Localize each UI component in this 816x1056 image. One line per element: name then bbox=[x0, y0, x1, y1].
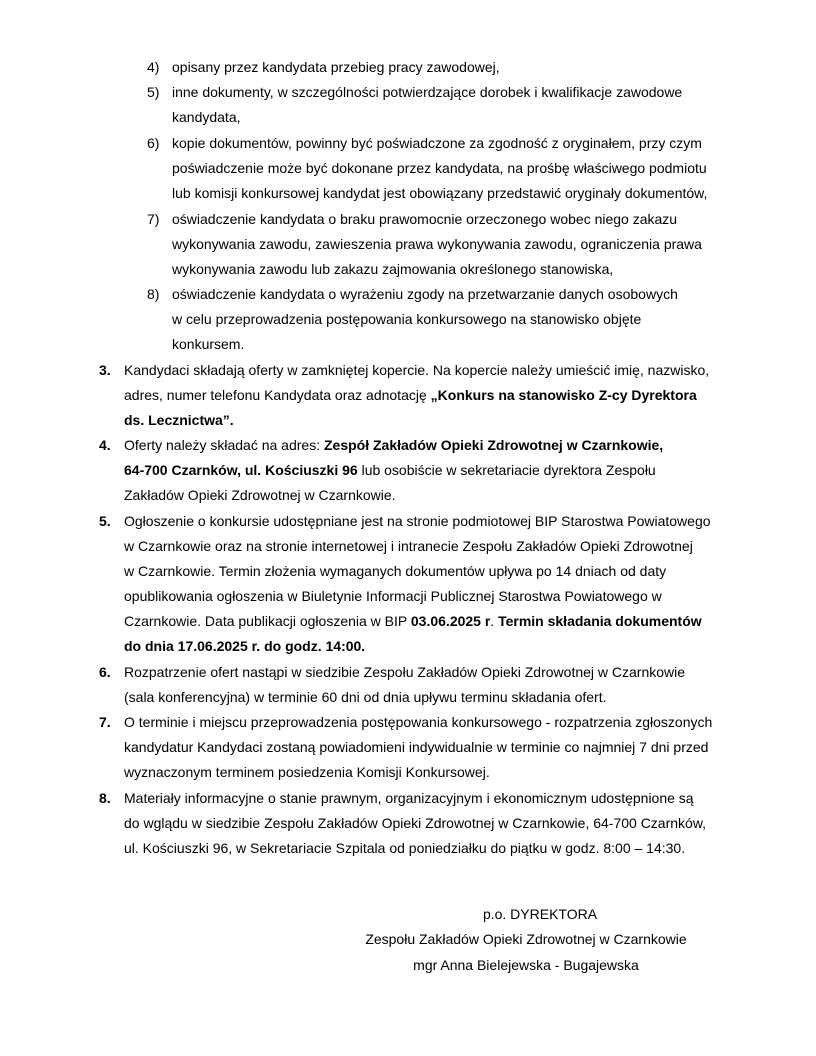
subitem-text: konkursem. bbox=[172, 336, 245, 352]
signature-name: mgr Anna Bielejewska - Bugajewska bbox=[413, 957, 639, 973]
item-text: wyznaczonym terminem posiedzenia Komisji Konkursowej. bbox=[124, 764, 490, 780]
subitem-number: 5) bbox=[147, 84, 160, 100]
item-text: 64-700 Czarnków, ul. Kościuszki 96 lub osobiście w sekretariacie dyrektora Zespołu bbox=[124, 462, 656, 478]
subitem-text: lub komisji konkursowej kandydat jest obowiązany przedstawić oryginały dokumentów, bbox=[172, 185, 708, 201]
subitem-text: oświadczenie kandydata o braku prawomocnie orzeczonego wobec niego zakazu bbox=[172, 211, 678, 227]
bold-annotation: „Konkurs na stanowisko Z-cy Dyrektora bbox=[430, 387, 697, 403]
item-text: Materiały informacyjne o stanie prawnym, organizacyjnym i ekonomicznym udostępnione są bbox=[124, 790, 694, 806]
subitem-text: opisany przez kandydata przebieg pracy zawodowej, bbox=[172, 59, 500, 75]
item-text: adres, numer telefonu Kandydata oraz adnotację „Konkurs na stanowisko Z-cy Dyrektora bbox=[124, 387, 697, 403]
item-text: ul. Kościuszki 96, w Sekretariacie Szpitala od poniedziałku do piątku w godz. 8:00 – 14:30. bbox=[124, 840, 686, 856]
item-number: 7. bbox=[99, 714, 111, 730]
deadline-text: do dnia 17.06.2025 r. do godz. 14:00. bbox=[124, 638, 366, 654]
signature-organization: Zespołu Zakładów Opieki Zdrowotnej w Czarnkowie bbox=[365, 931, 687, 947]
subitem-text: wykonywania zawodu, zawieszenia prawa wykonywania zawodu, ograniczenia prawa bbox=[172, 236, 702, 252]
subitem-text: inne dokumenty, w szczególności potwierdzające dorobek i kwalifikacje zawodowe bbox=[172, 84, 683, 100]
bold-address: 64-700 Czarnków, ul. Kościuszki 96 bbox=[124, 462, 358, 478]
item-text: Kandydaci składają oferty w zamkniętej kopercie. Na kopercie należy umieścić imię, nazwisko, bbox=[124, 362, 710, 378]
signature-title: p.o. DYREKTORA bbox=[482, 906, 598, 922]
item-text: ds. Lecznictwa”. bbox=[124, 412, 234, 428]
item-text: Ogłoszenie o konkursie udostępniane jest na stronie podmiotowej BIP Starostwa Powiatowego bbox=[124, 513, 711, 529]
subitem-text: wykonywania zawodu lub zakazu zajmowania określonego stanowiska, bbox=[172, 261, 614, 277]
item-text: w Czarnkowie oraz na stronie internetowej i intranecie Zespołu Zakładów Opieki Zdrowotnej bbox=[124, 538, 693, 554]
subitem-text: w celu przeprowadzenia postępowania konkursowego na stanowisko objęte bbox=[172, 311, 642, 327]
subitem-text: oświadczenie kandydata o wyrażeniu zgody na przetwarzanie danych osobowych bbox=[172, 286, 678, 302]
item-text: do wglądu w siedzibie Zespołu Zakładów Opieki Zdrowotnej w Czarnkowie, 64-700 Czarnków, bbox=[124, 815, 707, 831]
item-text: Czarnkowie. Data publikacji ogłoszenia w BIP 03.06.2025 r. Termin składania dokumentów bbox=[124, 613, 702, 629]
bold-address: Zespół Zakładów Opieki Zdrowotnej w Czarnkowie, bbox=[324, 437, 664, 453]
item-text: Rozpatrzenie ofert nastąpi w siedzibie Zespołu Zakładów Opieki Zdrowotnej w Czarnkowie bbox=[124, 664, 686, 680]
item-text: Oferty należy składać na adres: Zespół Zakładów Opieki Zdrowotnej w Czarnkowie, bbox=[124, 437, 664, 453]
item-text: opublikowania ogłoszenia w Biuletynie Informacji Publicznej Starostwa Powiatowego w bbox=[124, 588, 662, 604]
item-text: O terminie i miejscu przeprowadzenia postępowania konkursowego - rozpatrzenia zgłoszonych bbox=[124, 714, 713, 730]
item-number: 5. bbox=[99, 513, 111, 529]
item-number: 4. bbox=[99, 437, 111, 453]
item-text: kandydatur Kandydaci zostaną powiadomieni indywidualnie w terminie co najmniej 7 dni przed bbox=[124, 739, 709, 755]
item-number: 8. bbox=[99, 790, 111, 806]
publication-date: 03.06.2025 r bbox=[410, 613, 491, 629]
deadline-text: Termin składania dokumentów bbox=[498, 613, 702, 629]
item-number: 6. bbox=[99, 664, 111, 680]
subitem-number: 7) bbox=[147, 211, 160, 227]
subitem-number: 6) bbox=[147, 135, 160, 151]
subitem-text: kandydata, bbox=[172, 109, 241, 125]
subitem-number: 8) bbox=[147, 286, 160, 302]
item-text: Zakładów Opieki Zdrowotnej w Czarnkowie. bbox=[124, 487, 396, 503]
subitem-text: poświadczenie może być dokonane przez kandydata, na prośbę właściwego podmiotu bbox=[172, 160, 707, 176]
item-number: 3. bbox=[99, 362, 111, 378]
subitem-text: kopie dokumentów, powinny być poświadczone za zgodność z oryginałem, przy czym bbox=[172, 135, 702, 151]
item-text: (sala konferencyjna) w terminie 60 dni od dnia upływu terminu składania ofert. bbox=[124, 689, 607, 705]
item-text: w Czarnkowie. Termin złożenia wymaganych dokumentów upływa po 14 dniach od daty bbox=[124, 563, 667, 579]
subitem-number: 4) bbox=[147, 59, 160, 75]
